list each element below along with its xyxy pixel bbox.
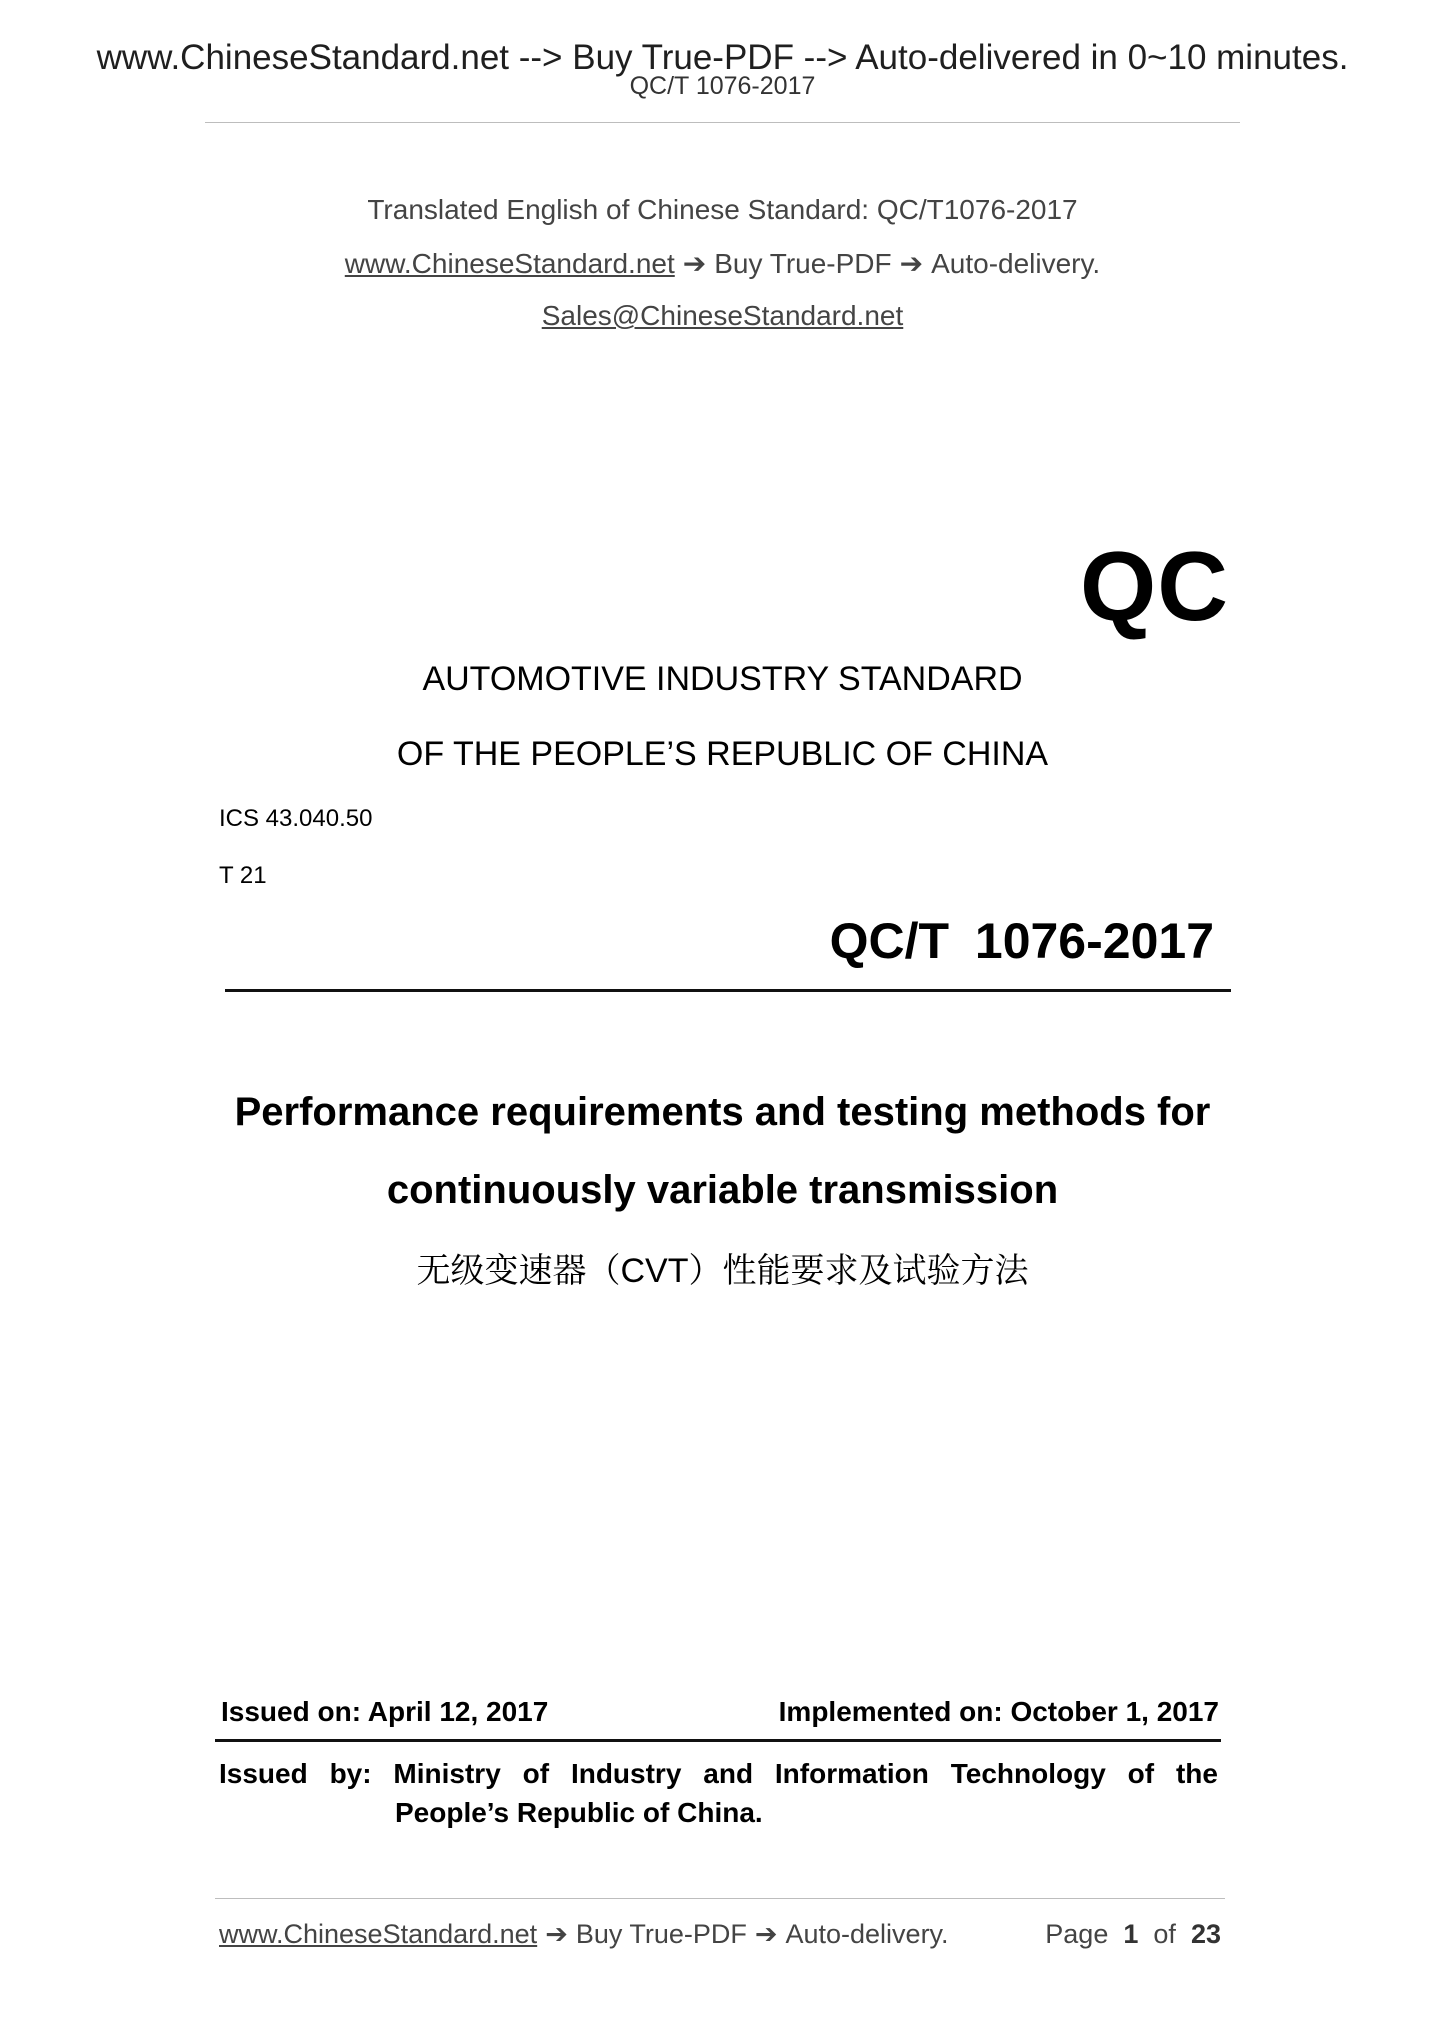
page-number: 1 — [1123, 1919, 1139, 1949]
header-banner: www.ChineseStandard.net --> Buy True-PDF --> Auto-delivered in 0~10 minutes. — [96, 38, 1349, 77]
authority-line-2: OF THE PEOPLE’S REPUBLIC OF CHINA — [396, 735, 1049, 773]
issued-on-date: Issued on: April 12, 2017 — [221, 1696, 549, 1727]
arrow-right-icon: ➔ — [899, 248, 924, 279]
standard-number: QC/T 1076-2017 — [829, 913, 1214, 969]
issued-by-word: of — [1127, 1758, 1155, 1789]
issue-divider — [215, 1739, 1221, 1742]
arrow-right-icon: ➔ — [754, 1919, 778, 1949]
issued-by-word: of — [522, 1758, 550, 1789]
sales-email-link[interactable]: Sales@ChineseStandard.net — [541, 300, 904, 331]
standard-number-rule — [225, 989, 1231, 992]
issued-by-line-1 — [219, 1754, 1218, 1793]
arrow-right-icon: ➔ — [682, 248, 707, 279]
footer-buy-true-pdf-text: Buy True-PDF — [575, 1919, 747, 1949]
document-title-chinese: 无级变速器（CVT）性能要求及试验方法 — [416, 1252, 1029, 1290]
footer-site-link[interactable]: www.ChineseStandard.net — [219, 1919, 538, 1949]
header-divider — [205, 122, 1240, 123]
issued-by-word: Information — [774, 1758, 929, 1789]
issued-by-word: the — [1175, 1758, 1218, 1789]
page-indicator — [1045, 1919, 1221, 1950]
footer-auto-delivery-text: Auto-delivery. — [785, 1919, 949, 1949]
issued-by-word: by: — [329, 1758, 372, 1789]
issued-by-word: and — [703, 1758, 754, 1789]
document-title-line-1: Performance requirements and testing methods for — [234, 1090, 1211, 1134]
page-label: Page — [1045, 1919, 1109, 1949]
footer-divider — [215, 1898, 1225, 1899]
implemented-on-date: Implemented on: October 1, 2017 — [778, 1696, 1219, 1727]
sales-line — [0, 300, 1445, 332]
authority-line-1: AUTOMOTIVE INDUSTRY STANDARD — [422, 660, 1023, 698]
site-link[interactable]: www.ChineseStandard.net — [344, 248, 675, 279]
delivery-line — [0, 247, 1445, 280]
issued-by-word: Ministry — [393, 1758, 501, 1789]
issued-by-word: Industry — [570, 1758, 682, 1789]
standard-mark: QC — [1080, 531, 1229, 641]
buy-true-pdf-text: Buy True-PDF — [714, 248, 892, 279]
header-standard-code: QC/T 1076-2017 — [629, 72, 816, 100]
of-label: of — [1153, 1919, 1176, 1949]
ics-code: ICS 43.040.50 — [219, 805, 373, 832]
page-total: 23 — [1190, 1919, 1221, 1949]
issued-by-line-2: People’s Republic of China. — [395, 1797, 763, 1828]
issued-by-word: Issued — [219, 1758, 308, 1789]
classification-code: T 21 — [219, 862, 267, 889]
arrow-right-icon: ➔ — [545, 1919, 568, 1949]
auto-delivery-text: Auto-delivery. — [931, 248, 1101, 279]
footer-delivery-line — [219, 1919, 949, 1950]
document-title-line-2: continuously variable transmission — [386, 1168, 1059, 1212]
issued-by-word: Technology — [950, 1758, 1106, 1789]
issued-by — [219, 1754, 1218, 1832]
translated-line: Translated English of Chinese Standard: QC/T1076-2017 — [367, 194, 1078, 225]
